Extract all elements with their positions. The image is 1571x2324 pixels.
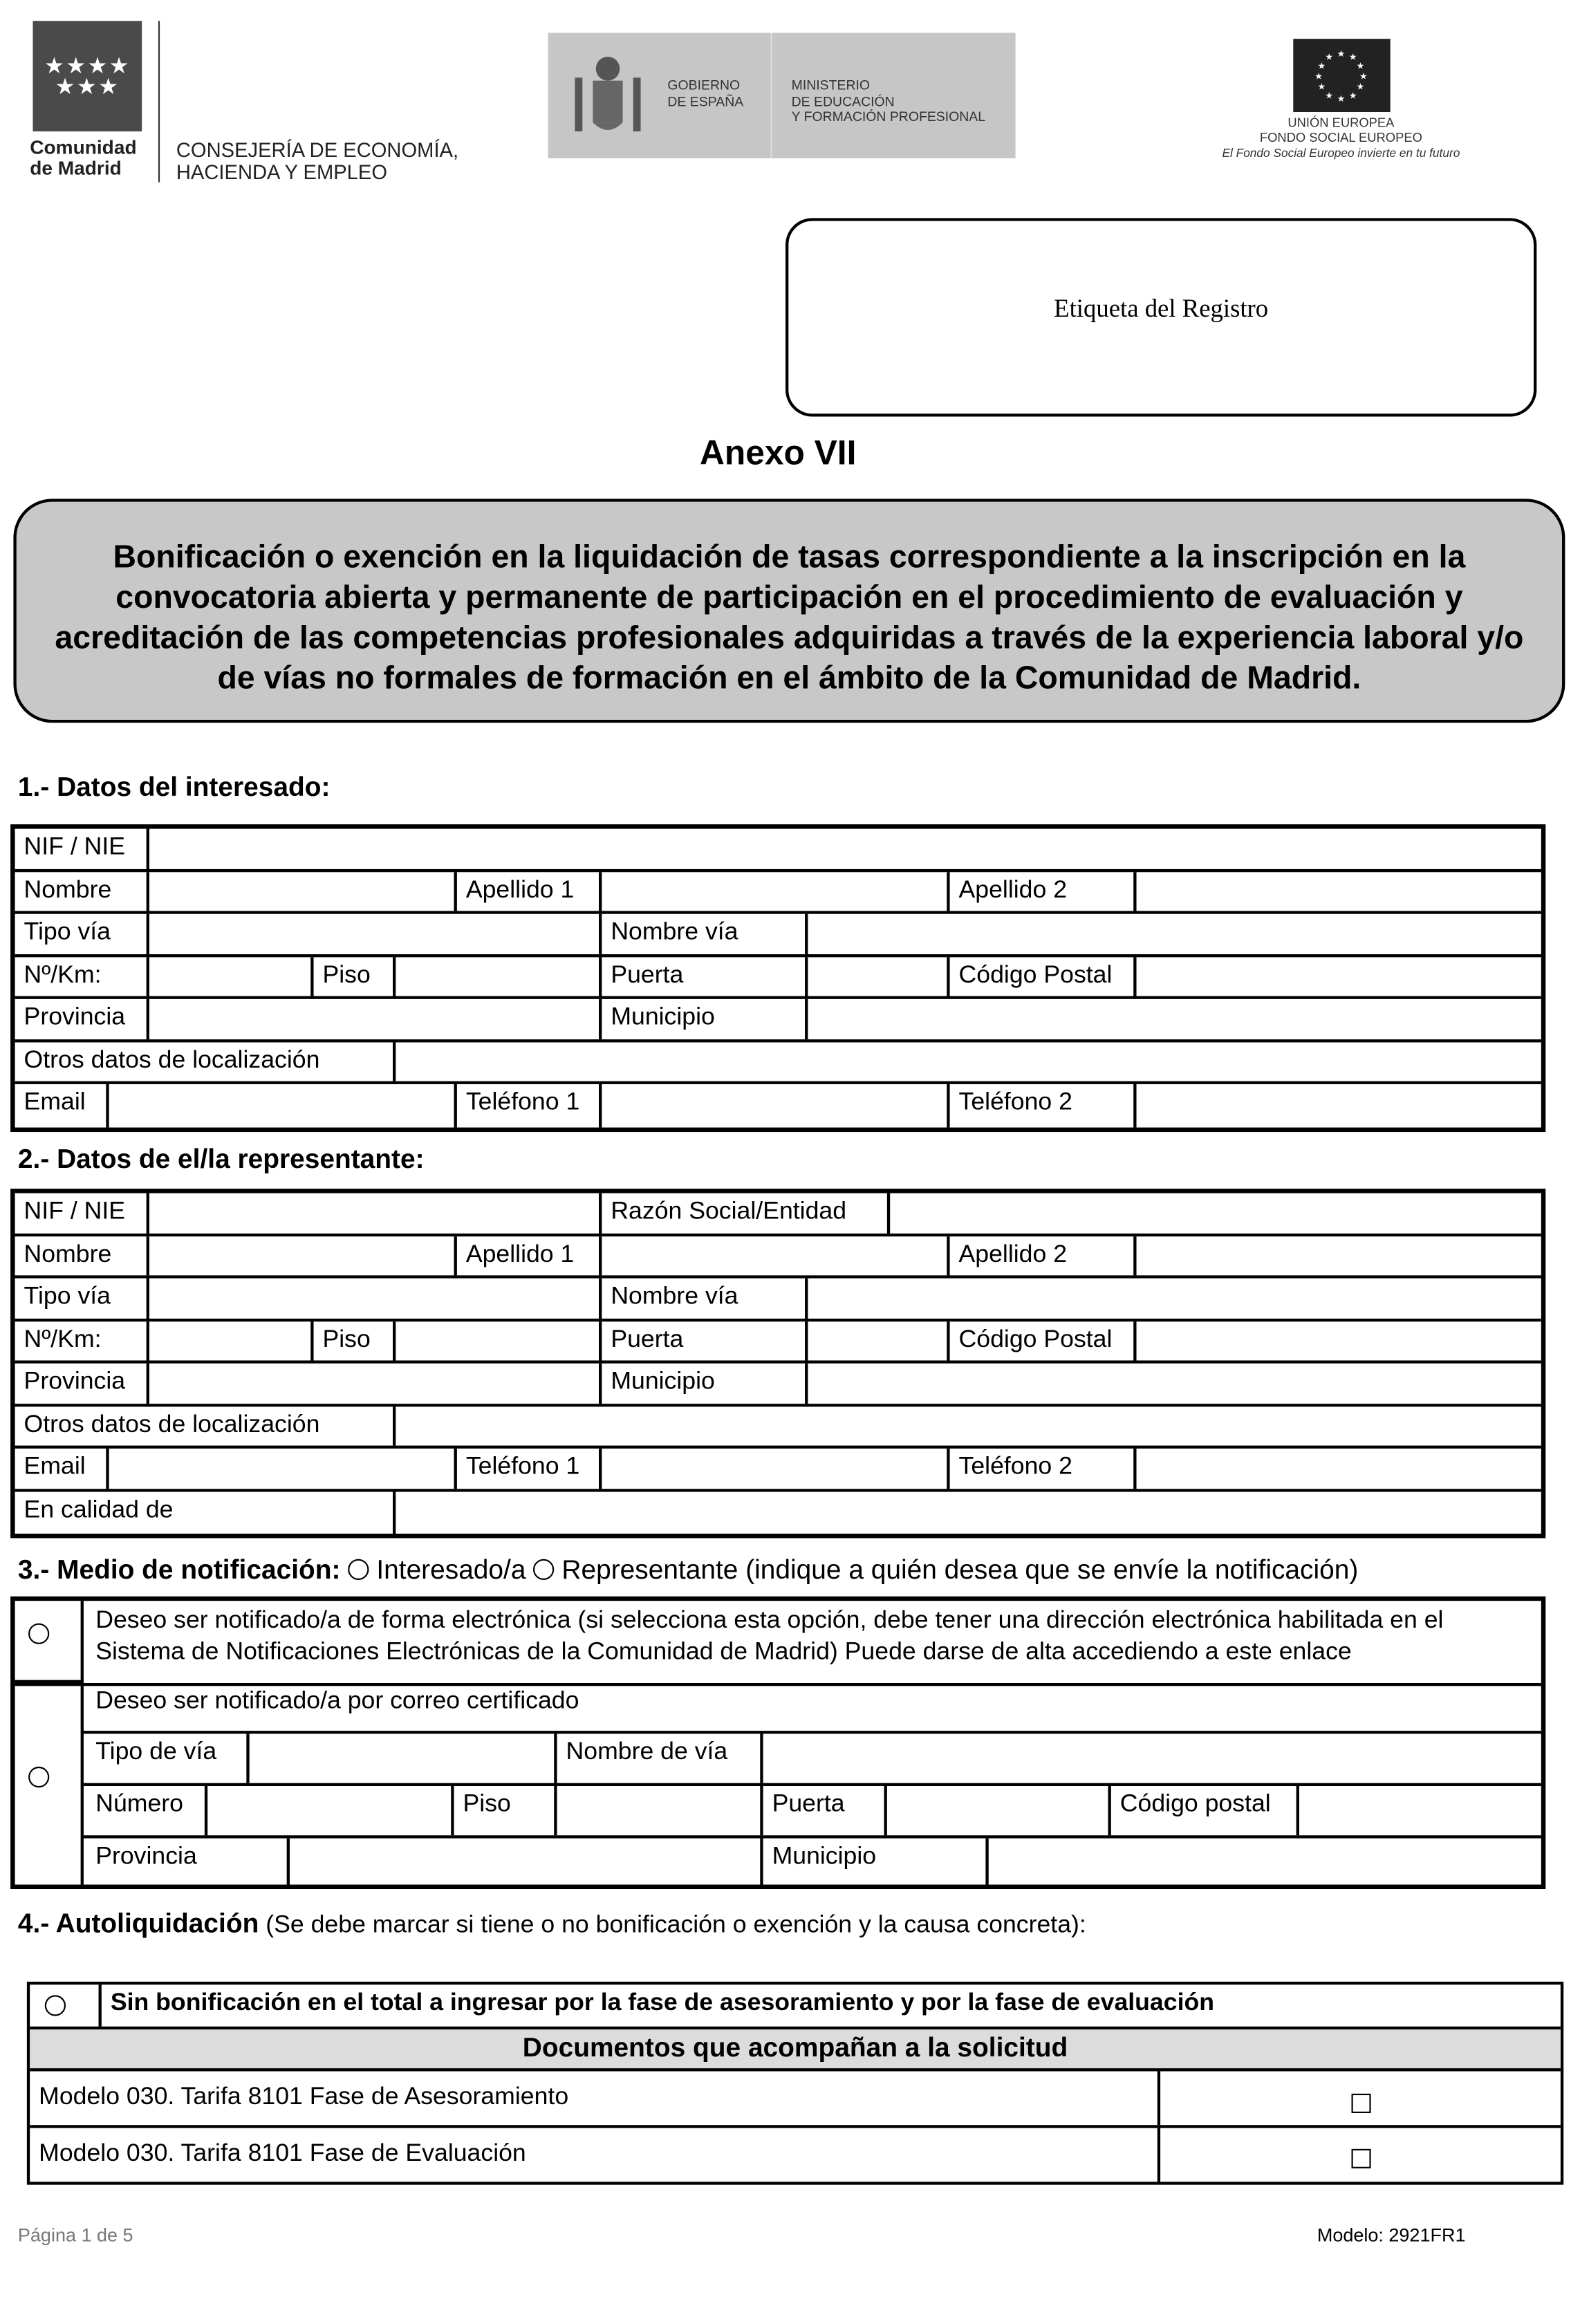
svg-text:★: ★ <box>1348 90 1357 101</box>
doc-evaluacion-label: Modelo 030. Tarifa 8101 Fase de Evaluación <box>30 2128 1160 2182</box>
rep-nif-input[interactable] <box>149 1193 602 1233</box>
svg-text:★: ★ <box>1359 71 1368 82</box>
svg-text:★: ★ <box>1317 60 1326 71</box>
interested-data-table <box>10 824 1545 1131</box>
post-numero-label: Número <box>84 1786 207 1835</box>
svg-text:★: ★ <box>1348 51 1357 62</box>
svg-text:★: ★ <box>1337 48 1346 59</box>
table-row <box>15 871 1541 914</box>
rep-email-input[interactable] <box>109 1449 457 1488</box>
radio-cell <box>30 1984 102 2026</box>
docs-header: Documentos que acompañan a la solicitud <box>522 2032 1068 2063</box>
post-cp-input[interactable] <box>1299 1786 1541 1835</box>
tel2-input[interactable] <box>1137 1084 1541 1127</box>
rep-provincia-label: Provincia <box>15 1364 149 1403</box>
rep-tipo-via-label: Tipo vía <box>15 1279 149 1318</box>
num-km-input[interactable] <box>149 956 314 996</box>
calidad-input[interactable] <box>396 1491 1541 1534</box>
checkbox-cell <box>1160 2128 1561 2182</box>
otros-label: Otros datos de localización <box>15 1041 396 1081</box>
svg-text:★: ★ <box>1356 81 1365 92</box>
page-number: Página 1 de 5 <box>17 2224 133 2247</box>
svg-text:★: ★ <box>1356 60 1365 71</box>
svg-text:★: ★ <box>1337 93 1346 104</box>
tel1-label: Teléfono 1 <box>457 1084 602 1127</box>
eu-flag-icon <box>1293 39 1390 112</box>
piso-label: Piso <box>314 956 396 996</box>
post-numero-input[interactable] <box>207 1786 454 1835</box>
rep-num-km-input[interactable] <box>149 1321 314 1360</box>
ministry-text <box>792 77 985 124</box>
postal-block <box>84 1686 1541 1884</box>
section-4-heading <box>18 1908 1086 1940</box>
table-row <box>84 1839 1541 1885</box>
rep-nombre-via-input[interactable] <box>808 1279 1541 1318</box>
rep-apellido2-input[interactable] <box>1137 1236 1541 1275</box>
email-input[interactable] <box>109 1084 457 1127</box>
radio-cell <box>15 1601 84 1683</box>
calidad-label: En calidad de <box>15 1491 396 1534</box>
checkbox-asesoramiento[interactable] <box>1350 2094 1370 2113</box>
rep-tel2-input[interactable] <box>1137 1449 1541 1488</box>
tel1-input[interactable] <box>602 1084 949 1127</box>
rep-nif-label: NIF / NIE <box>15 1193 149 1233</box>
rep-provincia-input[interactable] <box>149 1364 602 1403</box>
rep-num-km-label: Nº/Km: <box>15 1321 149 1360</box>
provincia-label: Provincia <box>15 999 149 1039</box>
post-tipo-via-label: Tipo de vía <box>84 1733 250 1783</box>
rep-nombre-label: Nombre <box>15 1236 149 1275</box>
postal-option-text: Deseo ser notificado/a por correo certificado <box>84 1686 1541 1733</box>
comunidad-madrid-logo <box>33 21 142 131</box>
rep-municipio-label: Municipio <box>602 1364 808 1403</box>
rep-apellido2-label: Apellido 2 <box>950 1236 1137 1275</box>
gov-line1: GOBIERNO <box>667 77 741 93</box>
rep-puerta-input[interactable] <box>808 1321 949 1360</box>
table-row <box>84 1733 1541 1786</box>
form-title-box <box>13 499 1565 723</box>
radio-electronic[interactable] <box>28 1624 49 1644</box>
table-row <box>30 2029 1561 2071</box>
stars-icon: ★★★★ ★★★ <box>44 53 131 100</box>
radio-sin-bonificacion[interactable] <box>45 1995 66 2016</box>
tel2-label: Teléfono 2 <box>950 1084 1137 1127</box>
min-line2: DE EDUCACIÓN <box>791 93 895 109</box>
checkbox-evaluacion[interactable] <box>1350 2149 1370 2168</box>
rep-otros-input[interactable] <box>396 1406 1541 1445</box>
rep-nombre-via-label: Nombre vía <box>602 1279 808 1318</box>
radio-interesado-label: Interesado/a <box>376 1554 526 1585</box>
table-row <box>15 1041 1541 1084</box>
annex-title: Anexo VII <box>700 433 857 472</box>
dept-line2: HACIENDA Y EMPLEO <box>176 160 388 183</box>
table-row <box>15 1279 1541 1321</box>
rep-tel2-label: Teléfono 2 <box>950 1449 1137 1488</box>
nif-label: NIF / NIE <box>15 829 149 868</box>
post-provincia-label: Provincia <box>84 1839 290 1885</box>
cm-name-line2: de Madrid <box>30 156 122 180</box>
tipo-via-input[interactable] <box>149 914 602 954</box>
post-puerta-label: Puerta <box>763 1786 887 1835</box>
table-row <box>15 914 1541 957</box>
section-3-title: 3.- Medio de notificación: <box>17 1554 341 1585</box>
table-row <box>15 829 1541 872</box>
eu-line3: El Fondo Social Europeo invierte en tu futuro <box>1222 146 1460 160</box>
checkbox-cell <box>1160 2072 1561 2126</box>
sin-bonificacion-label: Sin bonificación en el total a ingresar por la fase de asesoramiento y por la fase de evaluación <box>110 1989 1215 2016</box>
rep-piso-input[interactable] <box>396 1321 602 1360</box>
table-row <box>84 1786 1541 1839</box>
apellido1-input[interactable] <box>602 871 949 911</box>
apellido2-label: Apellido 2 <box>950 871 1137 911</box>
table-row <box>15 1321 1541 1364</box>
rep-nombre-input[interactable] <box>149 1236 457 1275</box>
registry-label: Etiqueta del Registro <box>1054 294 1269 323</box>
table-row <box>15 1364 1541 1406</box>
razon-social-input[interactable] <box>890 1193 1541 1233</box>
municipio-label: Municipio <box>602 999 808 1039</box>
radio-representante[interactable] <box>533 1559 554 1580</box>
nombre-via-label: Nombre vía <box>602 914 808 954</box>
autoliquidation-table <box>27 1982 1563 2185</box>
num-km-label: Nº/Km: <box>15 956 149 996</box>
svg-text:★: ★ <box>1314 71 1323 82</box>
electronic-option-text: Deseo ser notificado/a de forma electrónica (si selecciona esta opción, debe tener una dirección electrónica habilitada en el Sistema de Notificaciones Electrónicas de la Comunidad de Madrid) Puede darse de alta accediendo a este enlace <box>95 1606 1444 1666</box>
post-cp-label: Código postal <box>1111 1786 1299 1835</box>
table-row <box>15 1193 1541 1236</box>
rep-otros-label: Otros datos de localización <box>15 1406 396 1445</box>
post-piso-input[interactable] <box>557 1786 763 1835</box>
puerta-label: Puerta <box>602 956 808 996</box>
piso-input[interactable] <box>396 956 602 996</box>
cm-name-line1: Comunidad <box>30 136 137 158</box>
svg-text:★: ★ <box>1325 90 1333 101</box>
gov-text <box>667 77 743 109</box>
radio-cell <box>15 1686 84 1884</box>
table-row <box>30 2072 1561 2128</box>
table-row <box>15 1491 1541 1534</box>
table-row <box>15 1449 1541 1491</box>
min-line3: Y FORMACIÓN PROFESIONAL <box>791 109 986 124</box>
nif-input[interactable] <box>149 829 1541 868</box>
rep-apellido1-input[interactable] <box>602 1236 949 1275</box>
post-municipio-input[interactable] <box>989 1839 1541 1885</box>
radio-interesado[interactable] <box>348 1559 369 1580</box>
dept-line1: CONSEJERÍA DE ECONOMÍA, <box>176 138 459 162</box>
gov-line2: DE ESPAÑA <box>667 93 744 109</box>
section-4-title: 4.- Autoliquidación <box>17 1908 259 1939</box>
rep-apellido1-label: Apellido 1 <box>457 1236 602 1275</box>
post-nombre-via-label: Nombre de vía <box>557 1733 763 1783</box>
divider <box>158 21 160 182</box>
otros-input[interactable] <box>396 1041 1541 1081</box>
rep-puerta-label: Puerta <box>602 1321 808 1360</box>
department-name <box>176 140 458 184</box>
radio-representante-label: Representante (indique a quién desea que se envíe la notificación) <box>561 1554 1359 1585</box>
rep-tipo-via-input[interactable] <box>149 1279 602 1318</box>
table-row <box>15 1084 1541 1127</box>
model-code: Modelo: 2921FR1 <box>1317 2224 1466 2247</box>
section-4-note: (Se debe marcar si tiene o no bonificación o exención y la causa concreta): <box>266 1911 1086 1939</box>
table-row <box>30 2128 1561 2182</box>
rep-cp-input[interactable] <box>1137 1321 1541 1360</box>
eu-line1: UNIÓN EUROPEA <box>1288 115 1395 130</box>
email-label: Email <box>15 1084 109 1127</box>
svg-text:★: ★ <box>1325 51 1333 62</box>
rep-tel1-input[interactable] <box>602 1449 949 1488</box>
table-row <box>15 956 1541 999</box>
rep-tel1-label: Teléfono 1 <box>457 1449 602 1488</box>
government-logo <box>548 33 1016 158</box>
post-nombre-via-input[interactable] <box>763 1733 1541 1783</box>
rep-municipio-input[interactable] <box>808 1364 1541 1403</box>
notification-table <box>10 1597 1545 1889</box>
section-1-heading: 1.- Datos del interesado: <box>17 772 331 802</box>
representative-data-table <box>10 1189 1545 1538</box>
eu-text <box>1195 115 1487 161</box>
radio-postal[interactable] <box>28 1767 49 1787</box>
section-3-heading <box>18 1554 1358 1586</box>
section-2-heading: 2.- Datos de el/la representante: <box>17 1144 425 1174</box>
coat-of-arms-icon <box>566 48 650 143</box>
apellido1-label: Apellido 1 <box>457 871 602 911</box>
svg-text:★: ★ <box>1317 81 1326 92</box>
doc-asesoramiento-label: Modelo 030. Tarifa 8101 Fase de Asesoramiento <box>30 2072 1160 2126</box>
post-municipio-label: Municipio <box>763 1839 989 1885</box>
nombre-via-input[interactable] <box>808 914 1541 954</box>
cp-input[interactable] <box>1137 956 1541 996</box>
rep-cp-label: Código Postal <box>950 1321 1137 1360</box>
apellido2-input[interactable] <box>1137 871 1541 911</box>
rep-piso-label: Piso <box>314 1321 396 1360</box>
rep-email-label: Email <box>15 1449 109 1488</box>
puerta-input[interactable] <box>808 956 949 996</box>
divider <box>770 33 772 158</box>
tipo-via-label: Tipo vía <box>15 914 149 954</box>
comunidad-madrid-name <box>30 138 136 179</box>
post-tipo-via-input[interactable] <box>250 1733 557 1783</box>
table-row <box>15 999 1541 1042</box>
cp-label: Código Postal <box>950 956 1137 996</box>
nombre-input[interactable] <box>149 871 457 911</box>
min-line1: MINISTERIO <box>791 77 871 93</box>
post-piso-label: Piso <box>454 1786 557 1835</box>
table-row <box>30 1984 1561 2029</box>
form-title: Bonificación o exención en la liquidación de tasas correspondiente a la inscripción en la convocatoria abierta y permanente de participación en el procedimiento de evaluación y acreditación de las competencias profesionales adquiridas a través de la experiencia laboral y/o de vías no formales de formación en el ámbito de la Comunidad de Madrid. <box>55 539 1524 696</box>
post-provincia-input[interactable] <box>290 1839 763 1885</box>
table-row <box>15 1406 1541 1449</box>
nombre-label: Nombre <box>15 871 149 911</box>
eu-line2: FONDO SOCIAL EUROPEO <box>1259 129 1422 145</box>
provincia-input[interactable] <box>149 999 602 1039</box>
table-row <box>15 1236 1541 1279</box>
razon-social-label: Razón Social/Entidad <box>602 1193 890 1233</box>
post-puerta-input[interactable] <box>887 1786 1111 1835</box>
registry-label-box <box>786 218 1536 416</box>
municipio-input[interactable] <box>808 999 1541 1039</box>
